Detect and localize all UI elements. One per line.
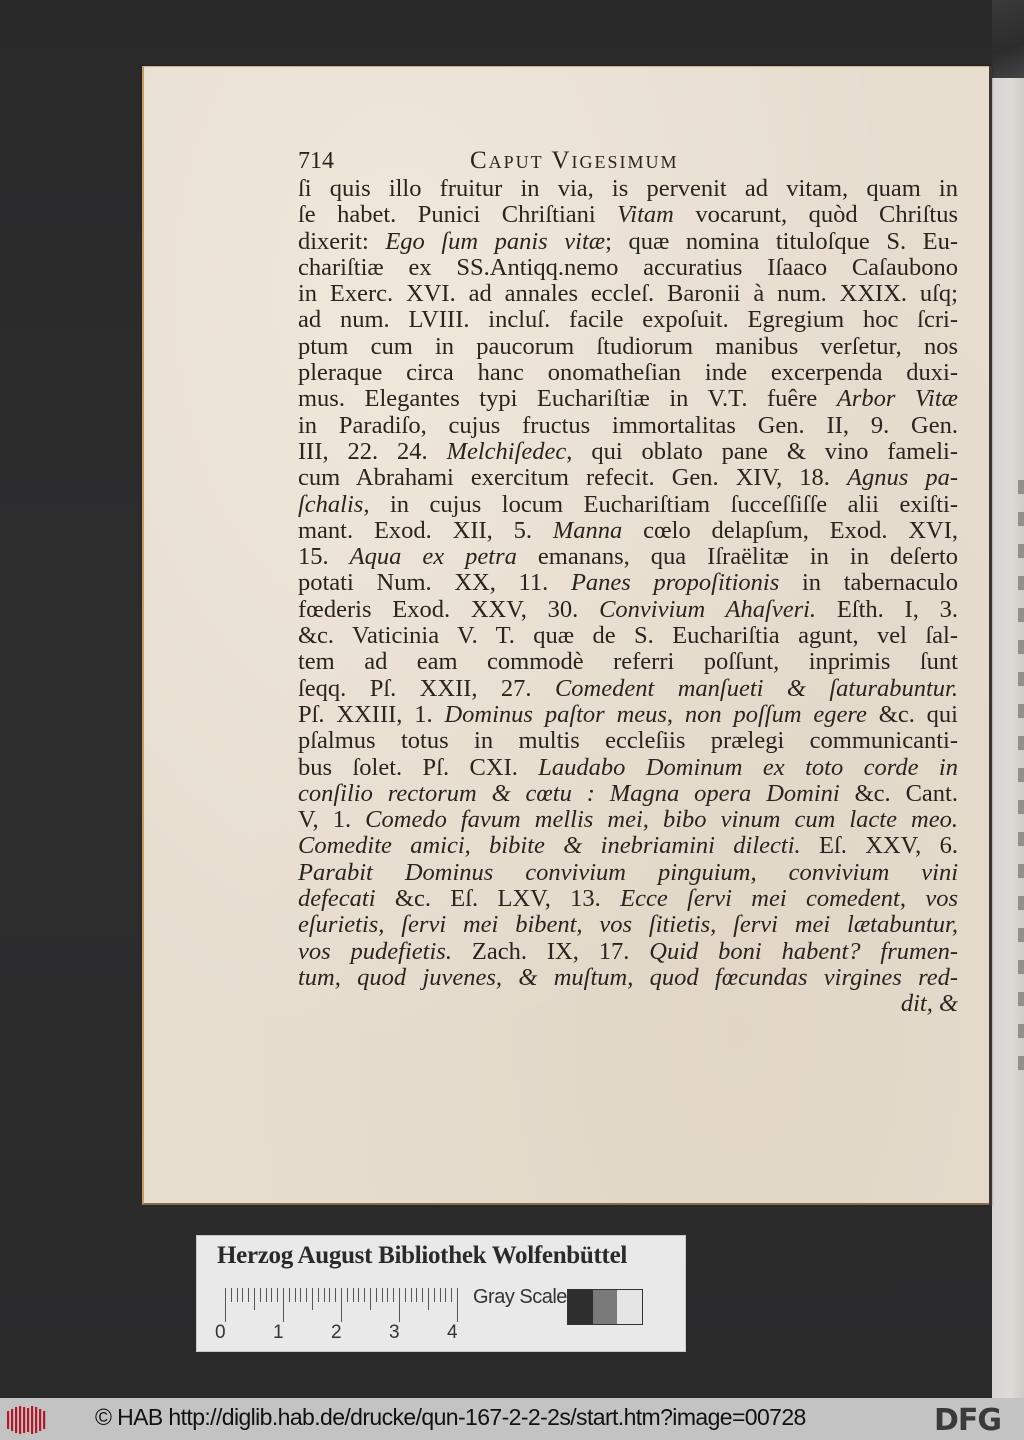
text-line: tem ad eam commodè referri poſſunt, inprimis ſunt [298,648,958,676]
facing-page-top-shadow [992,0,1024,80]
ruler-tick [277,1288,278,1302]
copyright-url[interactable]: © HAB http://diglib.hab.de/drucke/qun-167-2-2-2s/start.htm?image=00728 [95,1404,806,1430]
text-line: eſurietis, ſervi mei bibent, vos ſitietis, ſervi mei lætabuntur, [298,911,958,939]
library-name: Herzog August Bibliothek Wolfenbüttel [217,1242,628,1269]
text-line: ptum cum in paucorum ſtudiorum manibus verſetur, nos [298,332,958,360]
ruler [225,1288,465,1323]
ruler-tick [422,1288,423,1302]
facing-page-text-fragment [1018,704,1024,718]
catchword: dit, & [900,990,958,1018]
ruler-tick [370,1288,371,1310]
ruler-tick [393,1288,394,1302]
facing-page-text-fragment [1018,608,1024,622]
text-line: chariſtiæ ex SS.Antiqq.nemo accuratius Iſaaco Caſaubono [298,253,958,281]
ruler-tick [451,1288,452,1302]
ruler-label: 4 [447,1322,458,1343]
text-line: ad num. LVIII. incluſ. facile expoſuit. Egregium hoc ſcri- [298,306,958,334]
ruler-tick [416,1288,417,1302]
ruler-tick [329,1288,330,1302]
text-line: cum Abrahami exercitum refecit. Gen. XIV, 18. Agnus pa- [298,464,958,492]
ruler-tick [266,1288,267,1302]
text-line: in Exerc. XVI. ad annales eccleſ. Baronii à num. XXIX. uſq; [298,280,958,308]
ruler-tick [225,1288,226,1322]
facing-page-text-fragment [1018,512,1024,526]
facing-page-text-fragment [1018,768,1024,782]
ruler-tick [295,1288,296,1302]
ruler-tick [347,1288,348,1302]
facing-page-text-fragment [1018,928,1024,942]
footer-bar [0,1398,1024,1440]
ruler-tick [237,1288,238,1302]
facing-page-text-fragment [1018,736,1024,750]
text-line: pleraque circa hanc onomatheſian inde excerpenda duxi- [298,359,958,387]
gray-swatch [593,1290,618,1324]
page-text [298,146,958,1018]
text-line: bus ſolet. Pſ. CXI. Laudabo Dominum ex toto corde in [298,753,958,781]
gray-scale-swatches [567,1289,643,1325]
ruler-tick [324,1288,325,1302]
color-scale-card [196,1235,686,1352]
facing-page-text-fragment [1018,896,1024,910]
text-line: mus. Elegantes typi Euchariſtiæ in V.T. fuêre Arbor Vitæ [298,385,958,413]
ruler-tick [434,1288,435,1302]
ruler-tick [440,1288,441,1302]
text-line: &c. Vaticinia V. T. quæ de S. Euchariſtia agunt, vel ſal- [298,622,958,650]
facing-page-text-fragment [1018,992,1024,1006]
page-gutter [989,66,992,1206]
text-line: in Paradiſo, cujus fructus immortalitas Gen. II, 9. Gen. [298,411,958,439]
gray-swatch [617,1290,642,1324]
facing-page-text-fragment [1018,480,1024,494]
ruler-tick [376,1288,377,1302]
text-line: pſalmus totus in multis eccleſiis prælegi communicanti- [298,727,958,755]
text-line: potati Num. XX, 11. Panes propoſitionis in tabernaculo [298,569,958,597]
facing-page-text-fragment [1018,1056,1024,1070]
ruler-tick [260,1288,261,1302]
hab-logo-icon [5,1406,47,1434]
ruler-tick [399,1288,400,1322]
ruler-tick [248,1288,249,1302]
ruler-tick [411,1288,412,1302]
facing-page-edge [992,78,1024,1398]
ruler-tick [300,1288,301,1302]
ruler-tick [231,1288,232,1302]
facing-page-text-fragment [1018,832,1024,846]
ruler-tick [364,1288,365,1302]
ruler-tick [312,1288,313,1310]
text-line: conſilio rectorum & cœtu : Magna opera Domini &c. Cant. [298,779,958,807]
text-line: Pſ. XXIII, 1. Dominus paſtor meus, non poſſum egere &c. qui [298,700,958,728]
ruler-tick [382,1288,383,1302]
text-line: vos pudefietis. Zach. IX, 17. Quid boni habent? frumen- [298,937,959,965]
facing-page-text-fragment [1018,1024,1024,1038]
text-line: V, 1. Comedo favum mellis mei, bibo vinum cum lacte meo. [298,806,958,834]
ruler-tick [428,1288,429,1310]
ruler-tick [358,1288,359,1302]
ruler-tick [353,1288,354,1302]
ruler-tick [254,1288,255,1310]
gray-swatch [568,1290,593,1324]
ruler-labels [215,1322,495,1346]
ruler-tick [306,1288,307,1302]
ruler-label: 3 [389,1322,400,1343]
text-line: dixerit: Ego ſum panis vitæ; quæ nomina tituloſque S. Eu- [298,227,958,255]
gray-scale-label: Gray Scale [473,1286,567,1308]
facing-page-text-fragment [1018,960,1024,974]
running-head [298,146,958,176]
text-line: mant. Exod. XII, 5. Manna cœlo delapſum, Exod. XVI, [298,516,958,544]
ruler-tick [341,1288,342,1322]
text-line: 15. Aqua ex petra emanans, qua Iſraëlitæ in in deſerto [298,543,959,571]
ruler-tick [289,1288,290,1302]
ruler-tick [387,1288,388,1302]
facing-page-text-fragment [1018,800,1024,814]
text-line: defecati &c. Eſ. LXV, 13. Ecce ſervi mei comedent, vos [298,885,958,913]
ruler-tick [445,1288,446,1302]
ruler-label: 0 [215,1322,226,1343]
ruler-tick [271,1288,272,1302]
chapter-title: Caput Vigesimum [470,147,679,174]
text-line: III, 22. 24. Melchiſedec, qui oblato pane & vino fameli- [298,437,958,465]
facing-page-text-fragment [1018,640,1024,654]
ruler-tick [283,1288,284,1322]
ruler-label: 2 [331,1322,342,1343]
facing-page-text-fragment [1018,576,1024,590]
text-line: ſchalis, in cujus locum Euchariſtiam ſucceſſiſſe alii exiſti- [298,490,958,518]
facing-page-text-fragment [1018,864,1024,878]
ruler-tick [405,1288,406,1302]
facing-page-text-fragment [1018,672,1024,686]
text-line: tum, quod juvenes, & muſtum, quod fœcundas virgines red- [298,963,958,991]
text-line: fœderis Exod. XXV, 30. Convivium Ahaſveri. Eſth. I, 3. [298,595,958,623]
ruler-label: 1 [273,1322,284,1343]
text-line: ſi quis illo fruitur in via, is pervenit ad vitam, quam in [298,175,958,202]
text-line: Comedite amici, bibite & inebriamini dilecti. Eſ. XXV, 6. [298,832,958,860]
text-line: ſeqq. Pſ. XXII, 27. Comedent manſueti & ſaturabuntur. [298,674,958,702]
ruler-tick [335,1288,336,1302]
text-line: Parabit Dominus convivium pinguium, convivium vini [298,858,958,886]
facing-page-text-fragment [1018,544,1024,558]
body-text [298,176,958,991]
dfg-logo: DFG [934,1403,1002,1438]
ruler-tick [242,1288,243,1302]
text-line: ſe habet. Punici Chriſtiani Vitam vocarunt, quòd Chriſtus [298,201,958,229]
page-number: 714 [298,148,334,174]
ruler-tick [318,1288,319,1302]
ruler-tick [457,1288,458,1322]
